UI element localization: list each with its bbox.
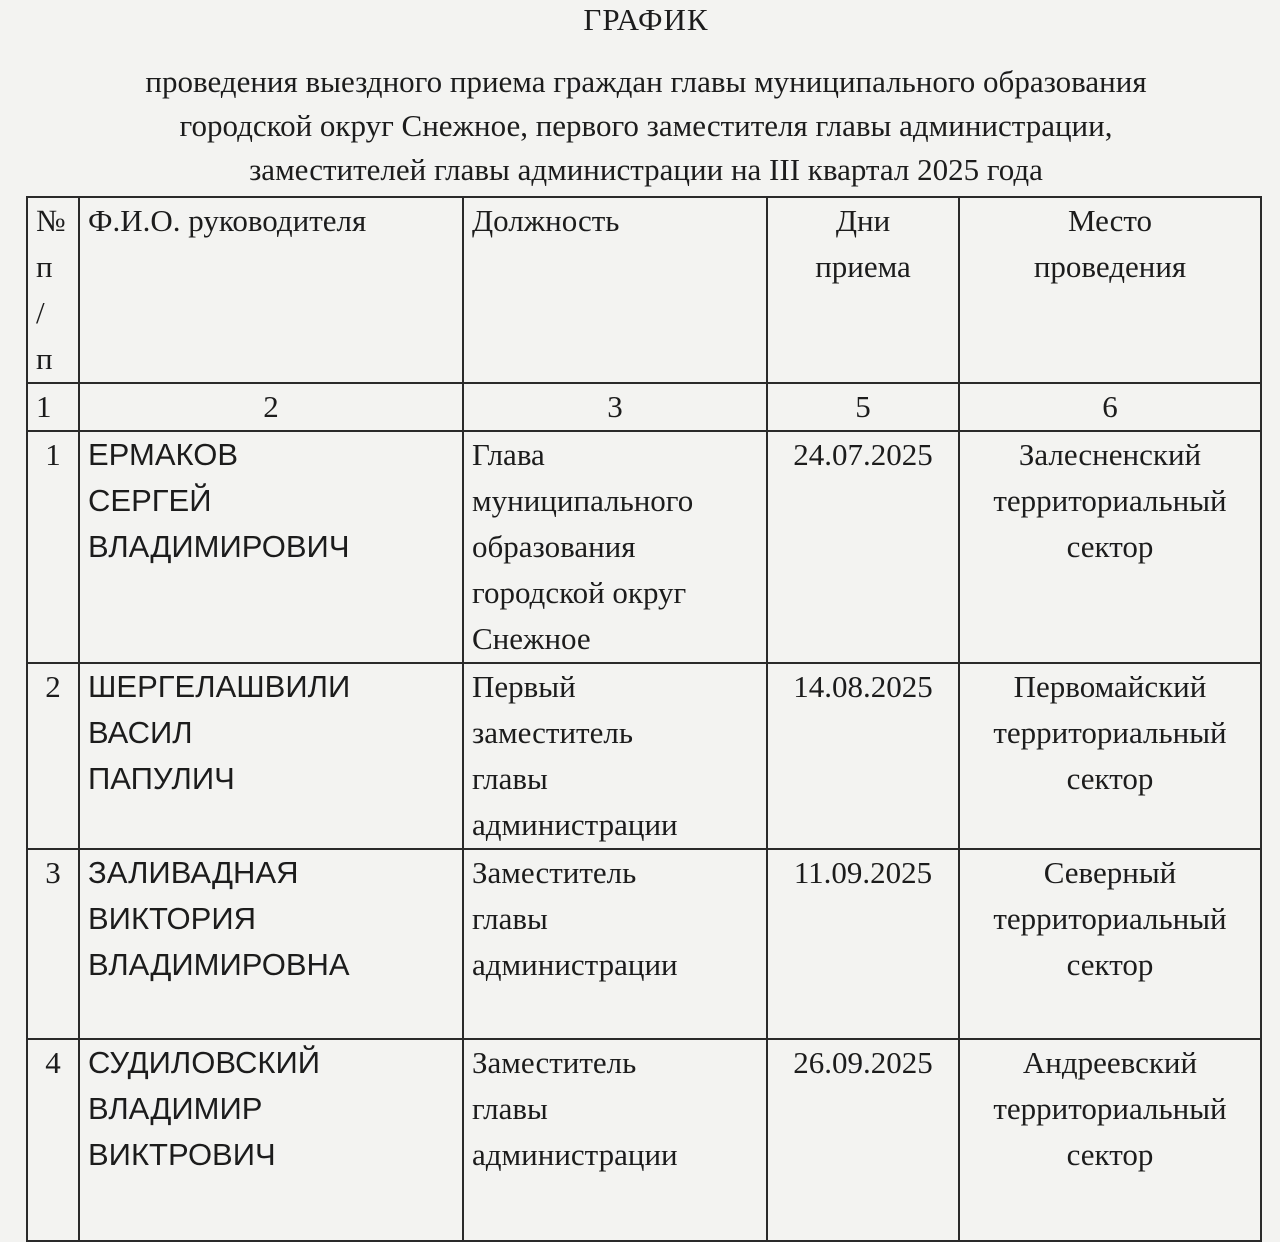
row-number: 3 xyxy=(27,849,79,1039)
reception-date: 24.07.2025 xyxy=(767,431,959,663)
person-position: Первый заместитель главы администрации xyxy=(463,663,767,849)
person-name: ШЕРГЕЛАШВИЛИ ВАСИЛ ПАПУЛИЧ xyxy=(79,663,463,849)
person-position: Заместитель главы администрации xyxy=(463,849,767,1039)
reception-place: Первомайский территориальный сектор xyxy=(959,663,1261,849)
document-title: ГРАФИК xyxy=(583,2,709,37)
reception-date: 26.09.2025 xyxy=(767,1039,959,1241)
reception-place: Андреевский территориальный сектор xyxy=(959,1039,1261,1241)
row-number: 4 xyxy=(27,1039,79,1241)
table-row xyxy=(27,849,1261,1039)
schedule-table xyxy=(26,196,1262,1242)
header-position: Должность xyxy=(463,197,767,383)
table-row xyxy=(27,663,1261,849)
document-subtitle xyxy=(0,60,1280,192)
reception-date: 11.09.2025 xyxy=(767,849,959,1039)
header-num: № п / п xyxy=(27,197,79,383)
subtitle-line: проведения выездного приема граждан главы муниципального образования xyxy=(145,64,1147,99)
column-number-row xyxy=(27,383,1261,431)
table-row xyxy=(27,431,1261,663)
person-position: Заместитель главы администрации xyxy=(463,1039,767,1241)
header-name: Ф.И.О. руководителя xyxy=(79,197,463,383)
subtitle-line: городской округ Снежное, первого заместителя главы администрации, xyxy=(179,108,1113,143)
column-number: 5 xyxy=(767,383,959,431)
header-place: Место проведения xyxy=(959,197,1261,383)
column-number: 1 xyxy=(27,383,79,431)
person-name: ЗАЛИВАДНАЯ ВИКТОРИЯ ВЛАДИМИРОВНА xyxy=(79,849,463,1039)
subtitle-line: заместителей главы администрации на III квартал 2025 года xyxy=(249,152,1043,187)
table-row xyxy=(27,1039,1261,1241)
row-number: 2 xyxy=(27,663,79,849)
row-number: 1 xyxy=(27,431,79,663)
reception-date: 14.08.2025 xyxy=(767,663,959,849)
reception-place: Северный территориальный сектор xyxy=(959,849,1261,1039)
column-number: 6 xyxy=(959,383,1261,431)
reception-place: Залесненский территориальный сектор xyxy=(959,431,1261,663)
person-position: Глава муниципального образования городской округ Снежное xyxy=(463,431,767,663)
person-name: ЕРМАКОВ СЕРГЕЙ ВЛАДИМИРОВИЧ xyxy=(79,431,463,663)
column-number: 3 xyxy=(463,383,767,431)
header-days: Дни приема xyxy=(767,197,959,383)
header-row xyxy=(27,197,1261,383)
column-number: 2 xyxy=(79,383,463,431)
person-name: СУДИЛОВСКИЙ ВЛАДИМИР ВИКТРОВИЧ xyxy=(79,1039,463,1241)
